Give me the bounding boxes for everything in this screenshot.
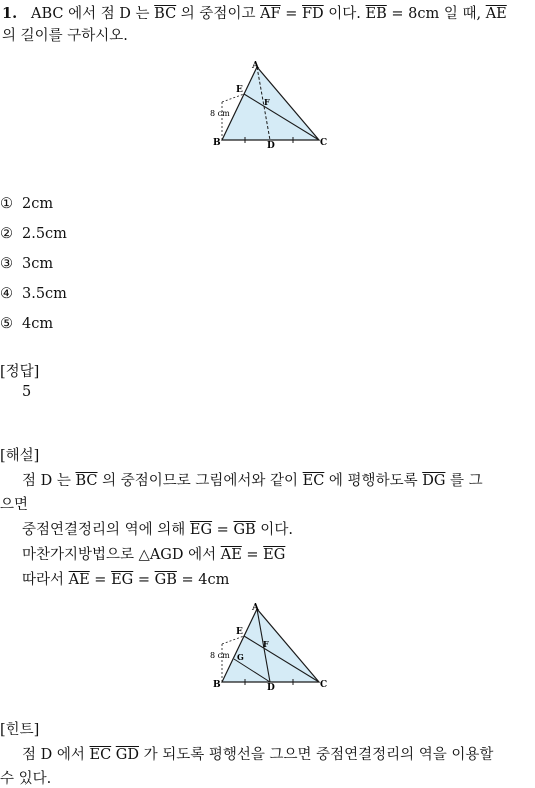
option-text: 3cm: [22, 256, 54, 272]
sol-text: 이다.: [255, 522, 293, 538]
label-f: F: [263, 639, 269, 649]
question-line-2: 의 길이를 구하시오.: [2, 28, 128, 44]
sol-seg: $\overline{EG}$: [263, 547, 286, 563]
label-length: 8 cm: [210, 651, 230, 660]
sol-seg: $\overline{EG}$: [189, 522, 213, 538]
option-4[interactable]: [0, 286, 67, 302]
sol-text: 를 그: [445, 473, 483, 489]
sol-text: =: [89, 572, 112, 588]
hint-seg: $\overline{EC}$: [89, 747, 112, 763]
option-mark: ④: [0, 286, 13, 302]
label-b: B: [213, 680, 221, 690]
q-seg-fd: $\overline{FD}$: [302, 6, 324, 22]
sol-seg: $\overline{BC}$: [75, 473, 98, 489]
sol-text: 의 중점이므로 그림에서와 같이: [97, 473, 303, 489]
label-d: D: [267, 683, 275, 692]
option-2[interactable]: [0, 226, 67, 242]
label-d: D: [267, 141, 275, 150]
option-1[interactable]: [0, 196, 53, 212]
sol-text: 마찬가지방법으로 △AGD 에서: [22, 547, 221, 563]
sol-seg: $\overline{AE}$: [220, 547, 242, 563]
hint-line-2: 수 있다.: [0, 771, 52, 787]
label-a: A: [252, 603, 259, 613]
solution-line-4: [22, 543, 535, 564]
label-c: C: [320, 680, 328, 690]
option-text: 2cm: [22, 196, 54, 212]
label-f: F: [264, 97, 270, 107]
answer-label: [정답]: [0, 364, 40, 380]
hint-line-1: [22, 743, 535, 764]
option-mark: ②: [0, 226, 13, 242]
hint-text: 가 되도록 평행선을 그으면 중점연결정리의 역을 이용할: [139, 747, 494, 763]
option-3[interactable]: [0, 256, 53, 272]
label-c: C: [320, 138, 328, 148]
option-mark: ⑤: [0, 316, 13, 332]
solution-label: [해설]: [0, 448, 40, 464]
question-number: 1.: [2, 5, 18, 22]
option-mark: ①: [0, 196, 13, 212]
q-text: =: [280, 6, 302, 22]
option-mark: ③: [0, 256, 13, 272]
hint-label: [힌트]: [0, 722, 40, 738]
sol-seg: $\overline{GB}$: [233, 522, 256, 538]
option-5[interactable]: [0, 316, 53, 332]
label-a: A: [252, 61, 259, 71]
option-text: 2.5cm: [22, 226, 67, 242]
sol-text: 중점연결정리의 역에 의해: [22, 522, 190, 538]
q-seg-af: $\overline{AF}$: [260, 6, 281, 22]
triangle-abc: [222, 67, 319, 140]
sol-text: =: [133, 572, 155, 588]
solution-line-1: [22, 469, 535, 490]
sol-text: 점 D 는: [22, 473, 76, 489]
question-line-1: [2, 2, 535, 23]
solution-line-5: [22, 568, 535, 589]
triangle-figure-1: [208, 58, 333, 150]
sol-text: 따라서: [22, 572, 69, 588]
label-b: B: [213, 138, 221, 148]
q-seg-eb: $\overline{EB}$: [365, 6, 387, 22]
sol-text: = 4cm: [176, 572, 230, 588]
q-seg-bc: $\overline{BC}$: [154, 6, 177, 22]
sol-text: 에 평행하도록: [324, 473, 423, 489]
sol-seg: $\overline{DG}$: [422, 473, 446, 489]
sol-seg: $\overline{EG}$: [111, 572, 134, 588]
q-text: ABC 에서 점 D 는: [30, 6, 155, 22]
sol-seg: $\overline{EC}$: [302, 473, 325, 489]
label-e: E: [236, 627, 243, 637]
option-text: 3.5cm: [22, 286, 67, 302]
q-seg-ae: $\overline{AE}$: [485, 6, 507, 22]
solution-line-2: 으면: [0, 497, 29, 513]
label-e: E: [236, 85, 243, 95]
answer-value: 5: [22, 384, 32, 400]
triangle-figure-2: [208, 600, 333, 692]
label-length: 8 cm: [210, 109, 230, 118]
option-text: 4cm: [22, 316, 54, 332]
q-text: 이다.: [323, 6, 366, 22]
q-text: 의 중점이고: [176, 6, 261, 22]
label-g: G: [237, 652, 244, 662]
hint-text: 점 D 에서: [22, 747, 90, 763]
sol-text: =: [212, 522, 234, 538]
solution-line-3: [22, 518, 535, 539]
sol-seg: $\overline{GB}$: [154, 572, 177, 588]
sol-text: =: [241, 547, 264, 563]
sol-seg: $\overline{AE}$: [68, 572, 90, 588]
hint-seg: $\overline{GD}$: [115, 747, 139, 763]
q-text: = 8cm 일 때,: [386, 6, 486, 22]
triangle-abc: [222, 609, 319, 682]
